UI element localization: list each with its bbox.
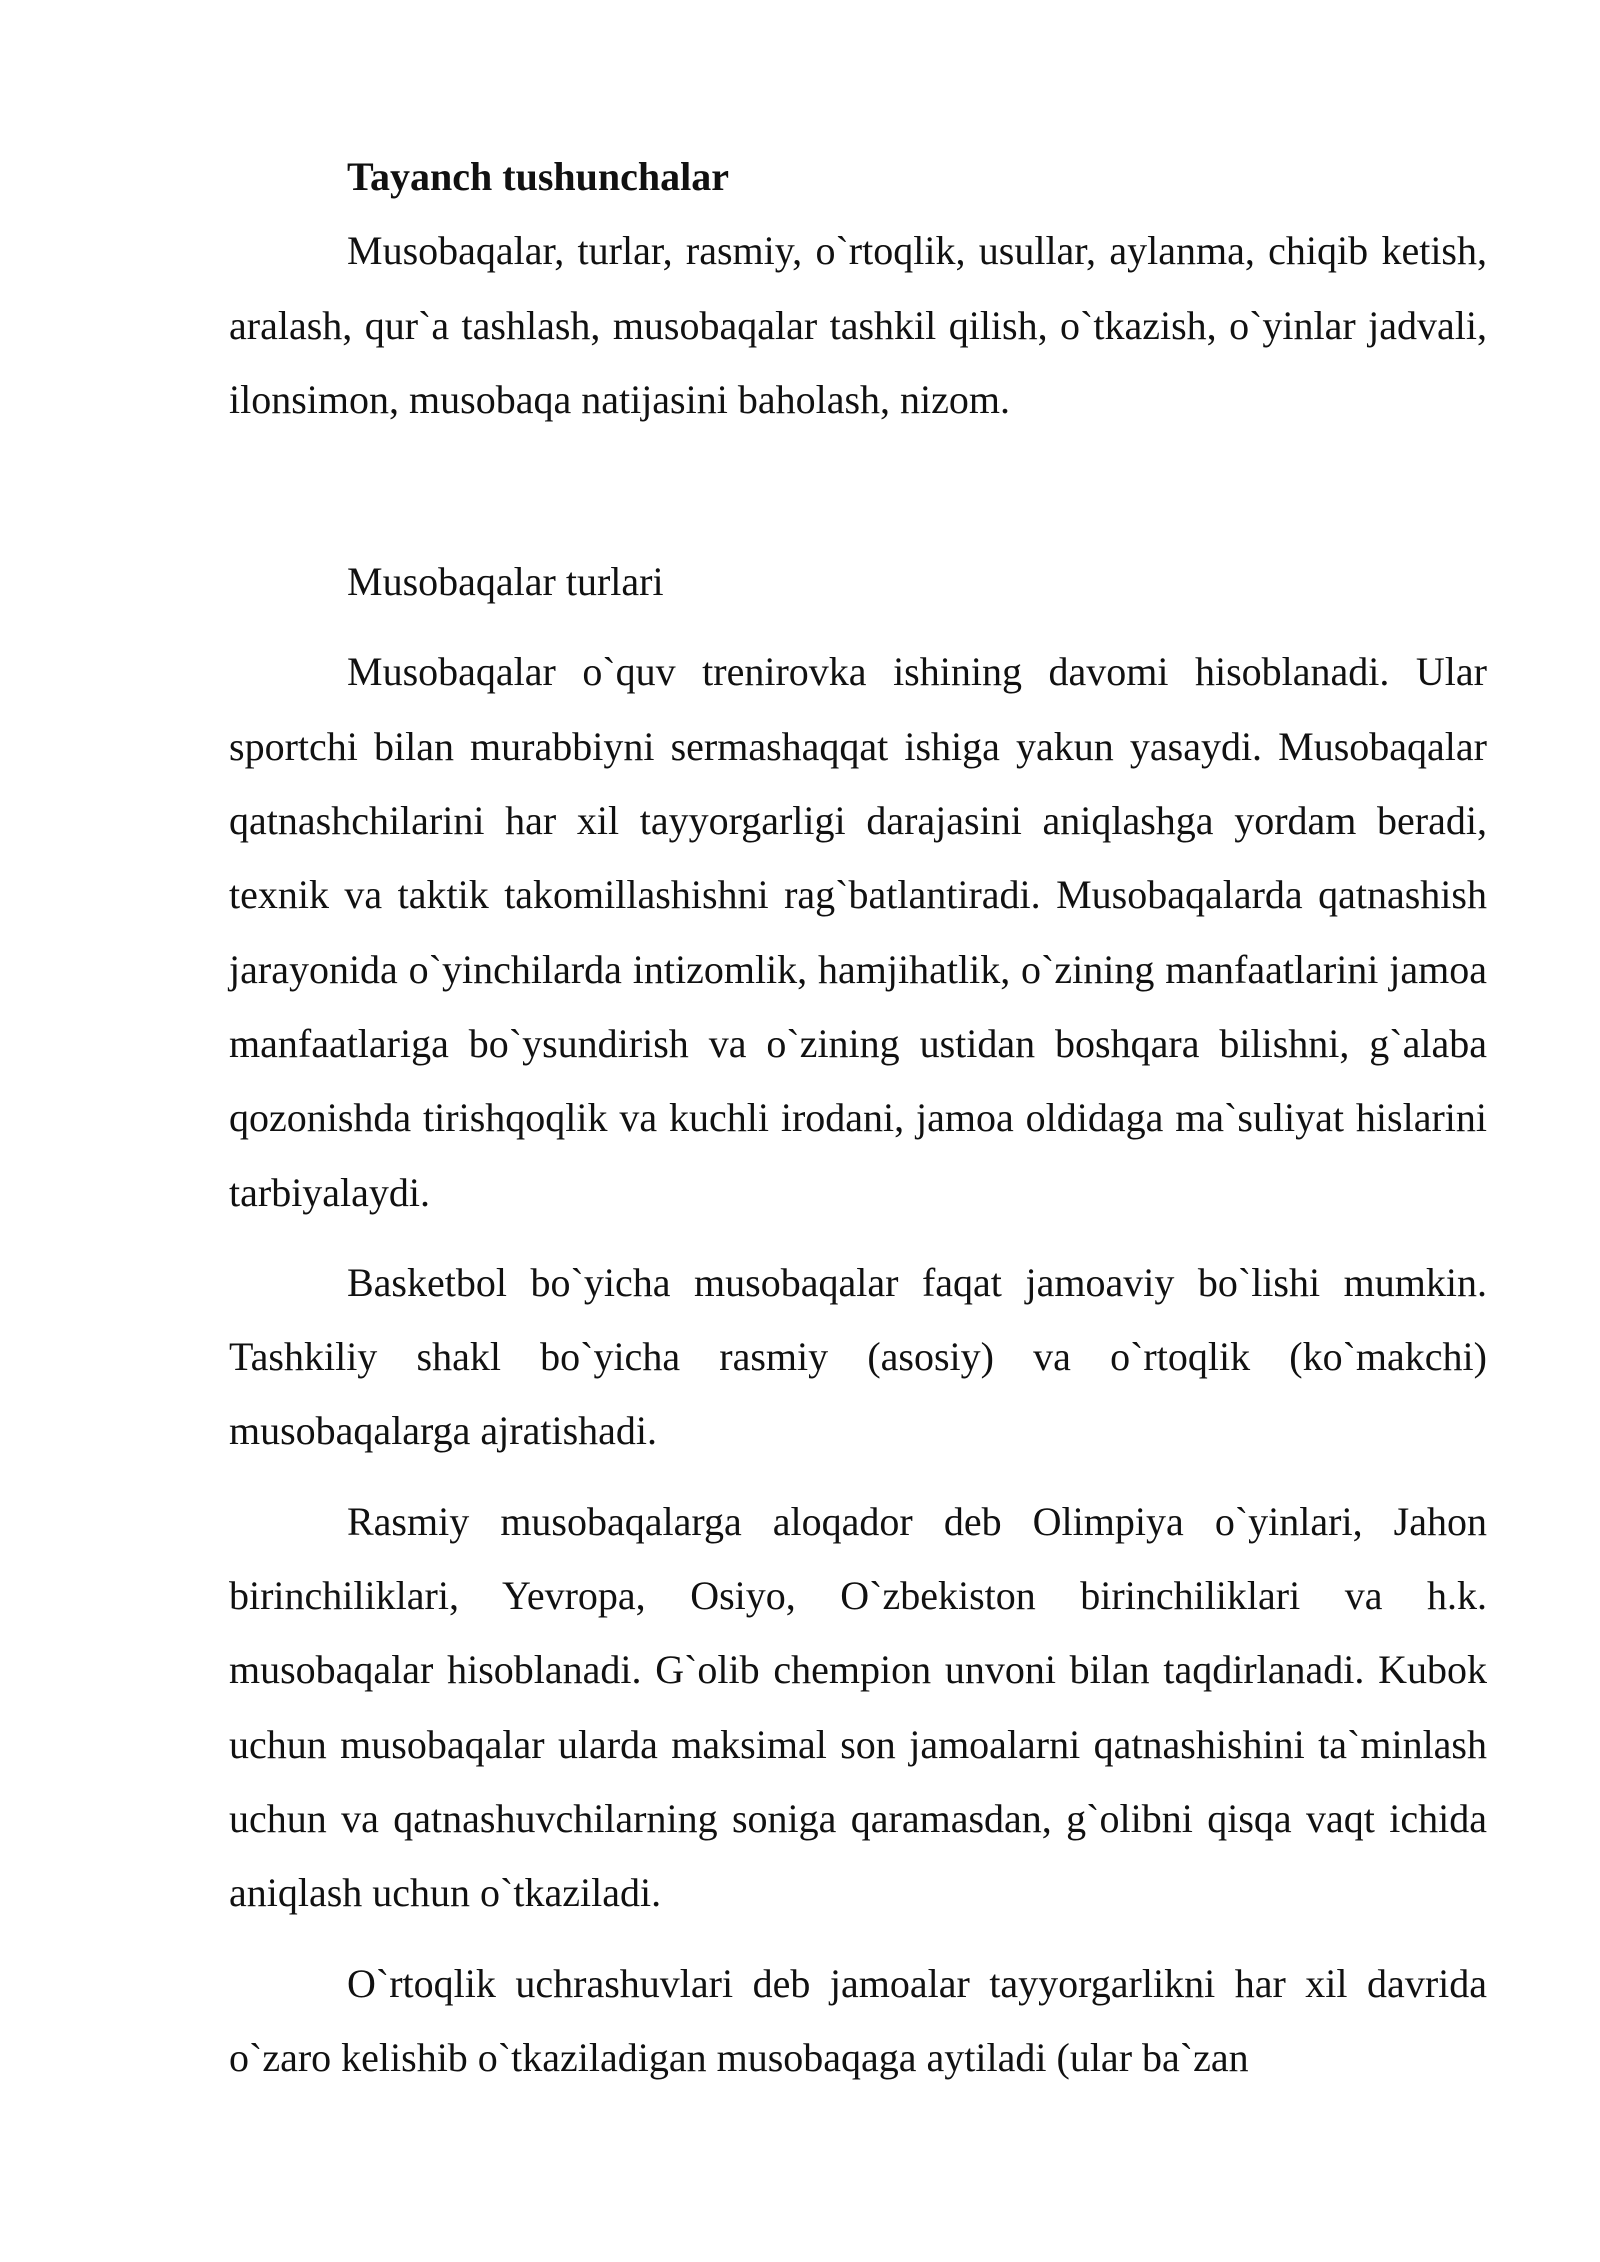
document-page (229, 140, 1487, 2111)
subsection-heading: Musobaqalar turlari (347, 559, 664, 605)
body-paragraph-4: O`rtoqlik uchrashuvlari deb jamoalar tayyorgarlikni har xil davrida o`zaro kelishib o`tkaziladigan musobaqaga aytiladi (ular ba`zan (229, 1960, 1487, 2080)
keywords-paragraph: Musobaqalar, turlar, rasmiy, o`rtoqlik, usullar, aylanma, chiqib ketish, aralash, qur`a tashlash, musobaqalar tashkil qilish, o`tkazish, o`yinlar jadvali, ilonsimon, musobaqa natijasini baholash, nizom. (229, 228, 1487, 422)
body-paragraph-2: Basketbol bo`yicha musobaqalar faqat jamoaviy bo`lishi mumkin. Tashkiliy shakl bo`yicha rasmiy (asosiy) va o`rtoqlik (ko`makchi) musobaqalarga ajratishadi. (229, 1259, 1487, 1454)
section-heading: Tayanch tushunchalar (347, 154, 729, 199)
body-paragraph-3: Rasmiy musobaqalarga aloqador deb Olimpiya o`yinlari, Jahon birinchiliklari, Yevropa, Osiyo, O`zbekiston birinchiliklari va h.k. musobaqalar hisoblanadi. G`olib chempion unvoni bilan taqdirlanadi. Kubok uchun musobaqalar ularda maksimal son jamoalarni qatnashishini ta`minlash uchun va qatnashuvchilarning soniga qaramasdan, g`olibni qisqa vaqt ichida aniqlash uchun o`tkaziladi. (229, 1498, 1487, 1916)
body-paragraph-1: Musobaqalar o`quv trenirovka ishining davomi hisoblanadi. Ular sportchi bilan murabbiyni sermashaqqat ishiga yakun yasaydi. Musobaqalar qatnashchilarini har xil tayyorgarligi darajasini aniqlashga yordam beradi, texnik va taktik takomillashishni rag`batlantiradi. Musobaqalarda qatnashish jarayonida o`yinchilarda intizomlik, hamjihatlik, o`zining manfaatlarini jamoa manfaatlariga bo`ysundirish va o`zining ustidan boshqara bilishni, g`alaba qozonishda tirishqoqlik va kuchli irodani, jamoa oldidaga ma`suliyat hislarini tarbiyalaydi. (229, 649, 1487, 1215)
